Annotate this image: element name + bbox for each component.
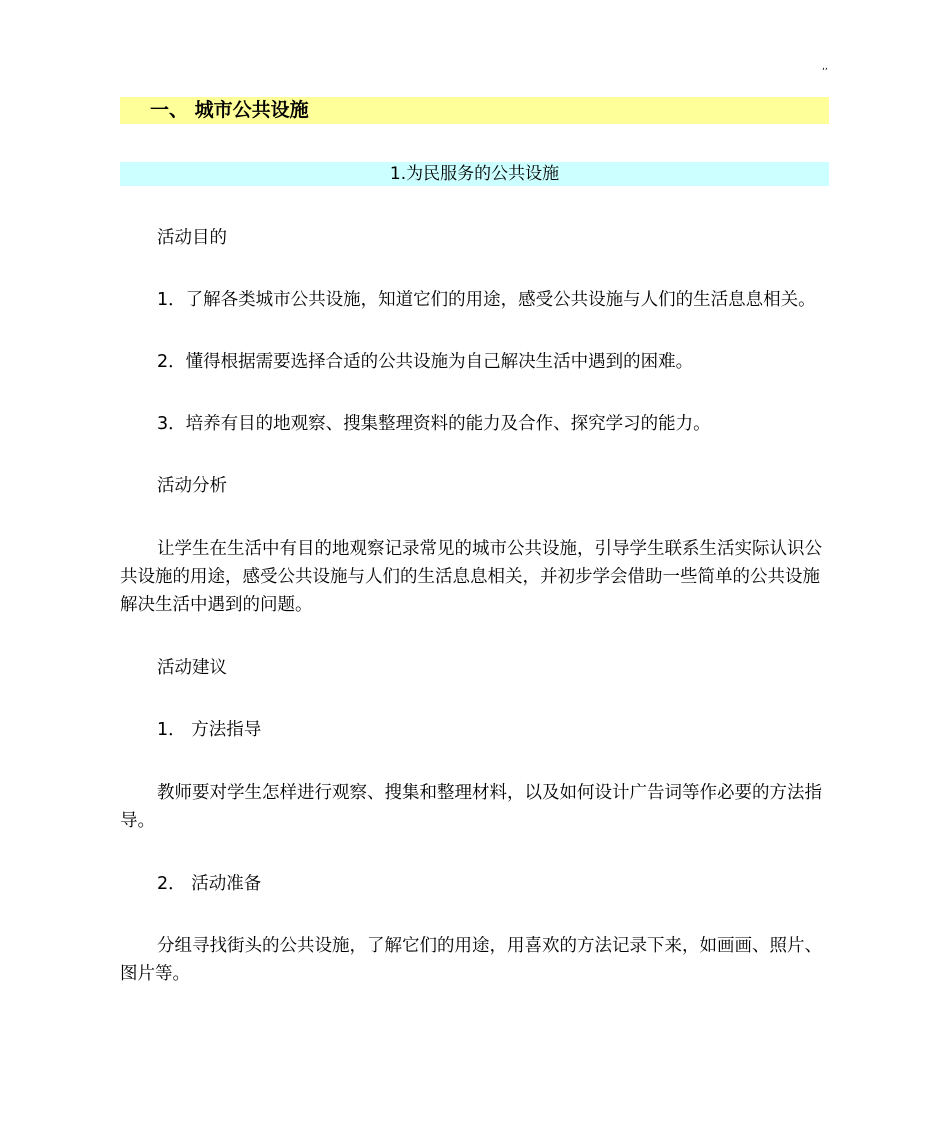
- goal-title: 活动目的: [157, 228, 227, 248]
- goal-item-2: 2．懂得根据需要选择合适的公共设施为自己解决生活中遇到的困难。: [157, 352, 694, 372]
- analysis-body: 让学生在生活中有目的地观察记录常见的城市公共设施，引导学生联系生活实际认识公共设施的用途，感受公共设施与人们的生活息息相关，并初步学会借助一些简单的公共设施解决生活中遇到的问题。: [120, 539, 822, 615]
- analysis-title: 活动分析: [157, 476, 227, 496]
- goal-item-1: 1．了解各类城市公共设施，知道它们的用途，感受公共设施与人们的生活息息相关。: [157, 290, 816, 310]
- suggest-1-body: 教师要对学生怎样进行观察、搜集和整理材料，以及如何设计广告词等作必要的方法指导。: [120, 783, 822, 831]
- corner-mark: ,,: [822, 62, 828, 72]
- suggest-title: 活动建议: [157, 658, 227, 678]
- suggest-2-body: 分组寻找街头的公共设施，了解它们的用途，用喜欢的方法记录下来，如画画、照片、图片等。: [120, 936, 822, 984]
- goal-item-3: 3．培养有目的地观察、搜集整理资料的能力及合作、探究学习的能力。: [157, 414, 711, 434]
- sub-heading: 1.为民服务的公共设施: [120, 162, 829, 186]
- section-heading: 一、 城市公共设施: [120, 97, 829, 124]
- suggest-2-title: 2． 活动准备: [157, 874, 262, 894]
- suggest-1-title: 1． 方法指导: [157, 720, 262, 740]
